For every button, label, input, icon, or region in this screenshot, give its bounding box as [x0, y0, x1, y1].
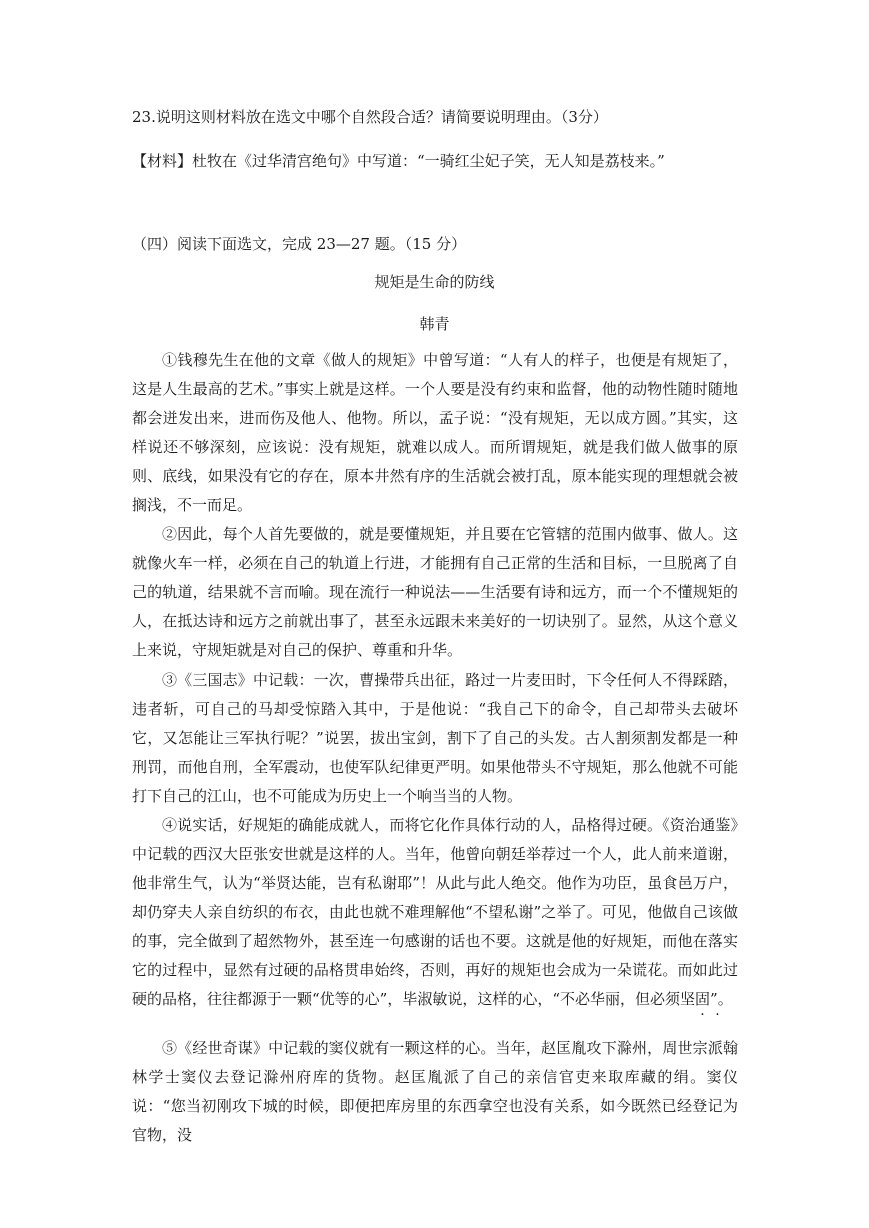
- paragraph-3: ③《三国志》中记载：一次，曹操带兵出征，路过一片麦田时，下令任何人不得踩踏，违者斩，可自己的马却受惊踏入其中，于是他说：“我自己下的命令，自己却带头去破坏它，又怎能让三军执行呢？”说罢，拔出宝剑，割下了自己的头发。古人割须割发都是一种刑罚，而他自刑，全军震动，也使军队纪律更严明。如果他带头不守规矩，那么他就不可能打下自己的江山，也不可能成为历史上一个响当当的人物。: [132, 671, 738, 805]
- material-label: 【材料】: [132, 152, 193, 170]
- article-title: 规矩是生命的防线: [374, 273, 495, 291]
- paragraph-1: ①钱穆先生在他的文章《做人的规矩》中曾写道：“人有人的样子，也便是有规矩了，这是人生最高的艺术。”事实上就是这样。一个人要是没有约束和监督，他的动物性随时随地都会迸发出来，进而伤及他人、他物。所以，孟子说：“没有规矩，无以成方圆。”其实，这样说还不够深刻，应该说：没有规矩，就难以成人。而所谓规矩，就是我们做人做事的原则、底线，如果没有它的存在，原本井然有序的生活就会被打乱，原本能实现的理想就会被搁浅，不一而足。: [132, 351, 738, 514]
- question-23: 23.说明这则材料放在选文中哪个自然段合适？请简要说明理由。（3分）: [132, 108, 608, 126]
- emphasis-char-1: 坚: [680, 990, 696, 1008]
- paragraph-4: [132, 811, 738, 1014]
- material-text: 杜牧在《过华清宫绝句》中写道：“一骑红尘妃子笑，无人知是荔枝来。”: [192, 152, 665, 170]
- section-heading: （四）阅读下面选文，完成 23—27 题。（15 分）: [132, 235, 467, 253]
- paragraph-4-tail: ”。: [710, 990, 733, 1008]
- emphasis-char-2: 固: [695, 990, 711, 1008]
- material-line: [132, 151, 665, 171]
- paragraph-4-text: ④说实话，好规矩的确能成就人，而将它化作具体行动的人，品格得过硬。《资治通鉴》中记载的西汉大臣张安世就是这样的人。当年，他曾向朝廷举荐过一个人，此人前来道谢，他非常生气，认为“举贤达能，岂有私谢耶”！从此与此人绝交。他作为功臣，虽食邑万户，却仍穿夫人亲自纺织的布衣，由此也就不难理解他“不望私谢”之举了。可见，他做自己该做的事，完全做到了超然物外，甚至连一句感谢的话也不要。这就是他的好规矩，而他在落实它的过程中，显然有过硬的品格贯串始终，否则，再好的规矩也会成为一朵谎花。而如此过硬的品格，往往都源于一颗“优等的心”，毕淑敏说，这样的心，“不必华丽，但必须: [132, 816, 738, 1008]
- paragraph-5: ⑤《经世奇谋》中记载的窦仪就有一颗这样的心。当年，赵匡胤攻下滁州，周世宗派翰林学士窦仪去登记滁州府库的货物。赵匡胤派了自己的亲信官吏来取库藏的绢。窦仪说：“您当初刚攻下城的时候，即便把库房里的东西拿空也没有关系，如今既然已经登记为官物，没: [132, 1039, 738, 1144]
- paragraph-2: ②因此，每个人首先要做的，就是要懂规矩，并且要在它管辖的范围内做事、做人。这就像火车一样，必须在自己的轨道上行进，才能拥有自己正常的生活和目标，一旦脱离了自己的轨道，结果就不言而喻。现在流行一种说法——生活要有诗和远方，而一个不懂规矩的人，在抵达诗和远方之前就出事了，甚至永远跟未来美好的一切诀别了。显然，从这个意义上来说，守规矩就是对自己的保护、尊重和升华。: [132, 525, 738, 659]
- article-author: 韩青: [419, 315, 450, 333]
